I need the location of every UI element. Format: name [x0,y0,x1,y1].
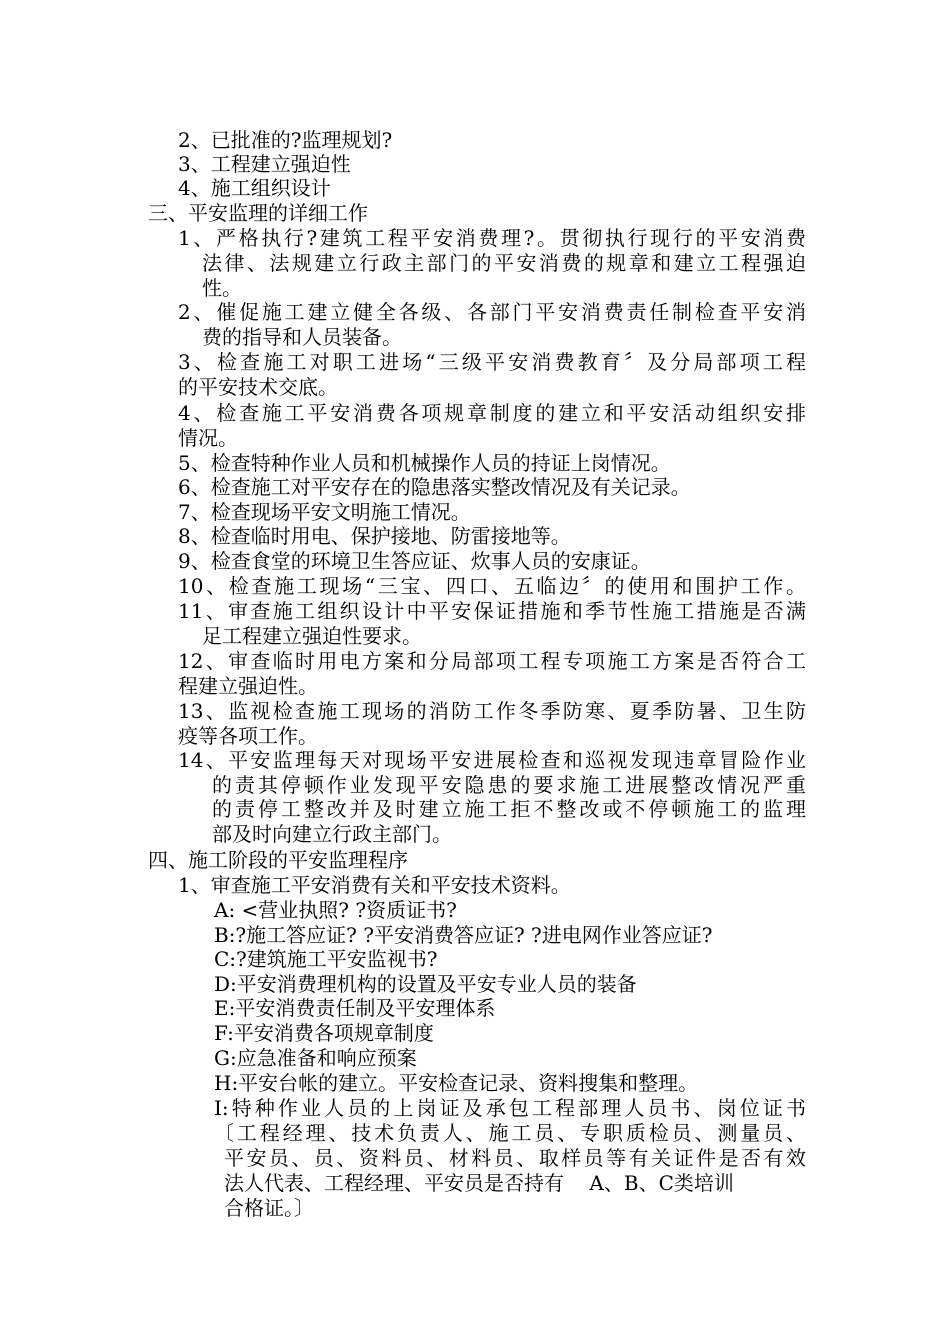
text-line: 9、检查食堂的环境卫生答应证、炊事人员的安康证。 [178,549,651,573]
text-line: 情况。 [178,426,238,450]
text-line: 2、已批准的?监理规划? [178,128,393,152]
text-line: 的责停工整改并及时建立施工拒不整改或不停顿施工的监理 [212,797,806,821]
section-heading: 三、平安监理的详细工作 [148,201,368,225]
text-line: 13、监视检查施工现场的消防工作冬季防寒、夏季防暑、卫生防 [178,699,806,723]
text-line: 平安员、员、资料员、材料员、取样员等有关证件是否有效 [224,1146,806,1170]
text-line: 1、严格执行?建筑工程平安消费理?。贯彻执行现行的平安消费 [178,226,806,250]
text-line: 足工程建立强迫性要求。 [202,624,422,648]
text-line: 合格证。〕 [224,1196,314,1220]
text-line: 部及时向建立行政主部门。 [212,822,452,846]
text-line: F:平安消费各项规章制度 [214,1021,434,1045]
text-line: C:?建筑施工平安监视书? [214,947,438,971]
text-line: 4、施工组织设计 [178,176,331,200]
text-line: 4、检查施工平安消费各项规章制度的建立和平安活动组织安排 [178,401,806,425]
text-line: B:?施工答应证? ?平安消费答应证? ?进电网作业答应证? [214,923,713,947]
text-line: 10、检查施工现场“三宝、四口、五临边〞的使用和围护工作。 [178,574,806,598]
text-line: A: <营业执照? ?资质证书? [214,898,457,922]
text-line: 14、平安监理每天对现场平安进展检查和巡视发现违章冒险作业 [178,748,806,772]
text-line: 的责其停顿作业发现平安隐患的要求施工进展整改情况严重 [212,773,806,797]
section-heading: 四、施工阶段的平安监理程序 [148,848,408,872]
text-line: 1、审查施工平安消费有关和平安技术资料。 [178,873,571,897]
text-line: E:平安消费责任制及平安理体系 [214,996,496,1020]
text-line: 7、检查现场平安文明施工情况。 [178,500,471,524]
text-line: 3、工程建立强迫性 [178,152,351,176]
text-line: 3、检查施工对职工进场“三级平安消费教育〞及分局部项工程 [178,350,806,374]
text-line: 的平安技术交底。 [178,375,338,399]
text-line: D:平安消费理机构的设置及平安专业人员的装备 [214,972,637,996]
text-line: 费的指导和人员装备。 [202,325,402,349]
text-line: 12、审查临时用电方案和分局部项工程专项施工方案是否符合工 [178,649,806,673]
text-line: 程建立强迫性。 [178,674,318,698]
text-line: I:特种作业人员的上岗证及承包工程部理人员书、岗位证书 [214,1096,806,1120]
text-line: 疫等各项工作。 [178,724,318,748]
text-line: 法律、法规建立行政主部门的平安消费的规章和建立工程强迫 [202,251,806,275]
text-line: 〔工程经理、技术负责人、施工员、专职质检员、测量员、 [214,1121,806,1145]
text-line: 法人代表、工程经理、平安员是否持有 A、B、C类培训 [224,1171,734,1195]
text-line: 5、检查特种作业人员和机械操作人员的持证上岗情况。 [178,451,671,475]
text-line: 11、审查施工组织设计中平安保证措施和季节性施工措施是否满 [178,599,806,623]
text-line: 6、检查施工对平安存在的隐患落实整改情况及有关记录。 [178,475,691,499]
text-line: G:应急准备和响应预案 [214,1046,417,1070]
text-line: H:平安台帐的建立。平安检查记录、资料搜集和整理。 [214,1071,699,1095]
text-line: 性。 [202,276,242,300]
text-line: 2、催促施工建立健全各级、各部门平安消费责任制检查平安消 [178,300,806,324]
text-line: 8、检查临时用电、保护接地、防雷接地等。 [178,524,571,548]
